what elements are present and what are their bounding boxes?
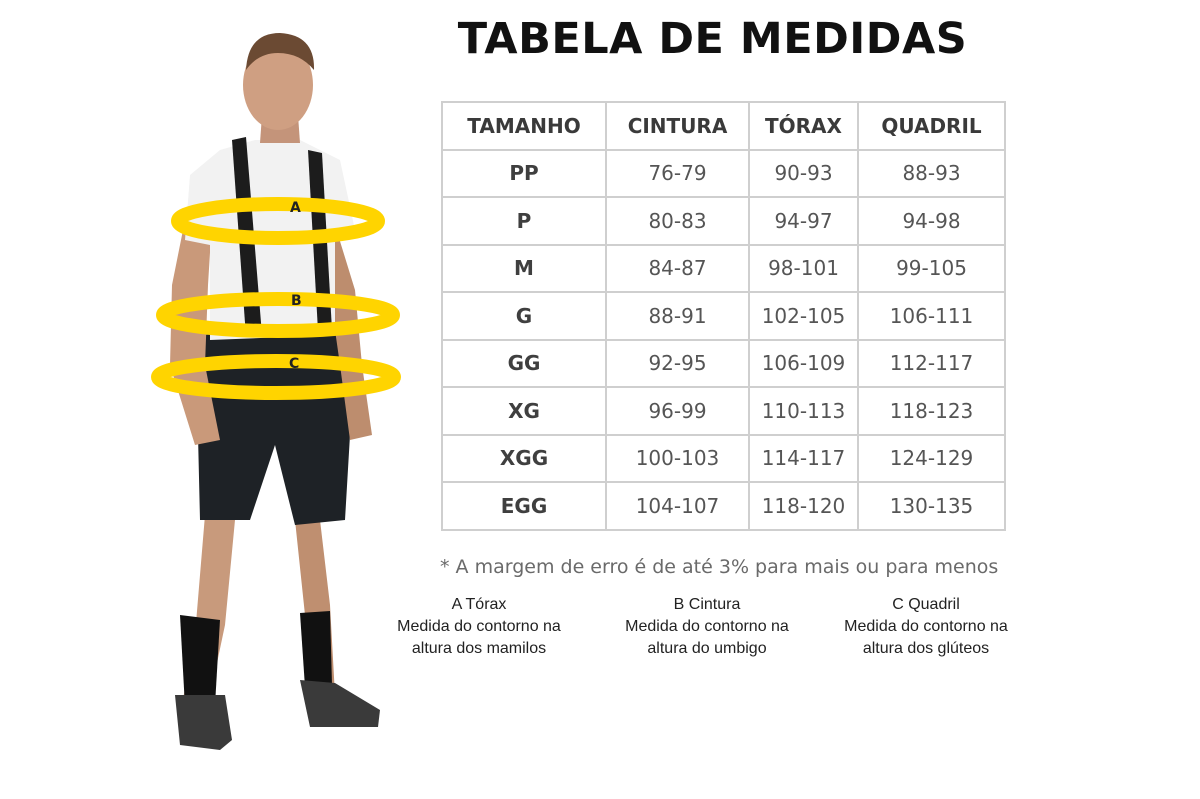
table-row	[442, 340, 1005, 388]
legend-line: Medida do contorno na	[397, 618, 561, 635]
quadril-cell: 99-105	[858, 245, 1005, 293]
torax-cell: 118-120	[749, 482, 858, 530]
legend-line: altura dos glúteos	[862, 640, 990, 657]
table-row	[442, 150, 1005, 198]
band-b-label: B	[291, 293, 302, 309]
table-header-row	[442, 102, 1005, 150]
cintura-cell: 96-99	[606, 387, 749, 435]
header-tamanho: TAMANHO	[442, 102, 606, 150]
cintura-cell: 104-107	[606, 482, 749, 530]
torax-cell: 94-97	[749, 197, 858, 245]
cintura-cell: 84-87	[606, 245, 749, 293]
quadril-cell: 130-135	[858, 482, 1005, 530]
torax-cell: 90-93	[749, 150, 858, 198]
cintura-cell: 88-91	[606, 292, 749, 340]
torax-cell: 106-109	[749, 340, 858, 388]
legend-cintura	[607, 594, 807, 660]
quadril-cell: 88-93	[858, 150, 1005, 198]
size-cell: PP	[442, 150, 606, 198]
left-shoe	[175, 695, 232, 750]
table-row	[442, 197, 1005, 245]
legend-line: altura do umbigo	[647, 640, 767, 657]
table-row	[442, 387, 1005, 435]
right-sock	[300, 611, 332, 687]
table-row	[442, 292, 1005, 340]
header-torax: TÓRAX	[749, 102, 858, 150]
margin-of-error-note: * A margem de erro é de até 3% para mais ou para menos	[440, 556, 999, 578]
legend-torax	[379, 594, 579, 660]
torax-cell: 98-101	[749, 245, 858, 293]
legend-title: B Cintura	[673, 596, 741, 613]
right-shoe	[300, 680, 380, 727]
quadril-cell: 118-123	[858, 387, 1005, 435]
cintura-cell: 76-79	[606, 150, 749, 198]
table-row	[442, 245, 1005, 293]
size-cell: EGG	[442, 482, 606, 530]
cyclist-figure	[150, 15, 410, 785]
legend-line: Medida do contorno na	[844, 618, 1008, 635]
table-row	[442, 435, 1005, 483]
size-cell: M	[442, 245, 606, 293]
header-quadril: QUADRIL	[858, 102, 1005, 150]
band-a-label: A	[290, 200, 301, 216]
cintura-cell: 100-103	[606, 435, 749, 483]
size-table	[441, 101, 1006, 531]
legend-title: C Quadril	[892, 596, 960, 613]
torax-cell: 102-105	[749, 292, 858, 340]
torax-cell: 110-113	[749, 387, 858, 435]
cyclist-illustration	[150, 15, 410, 785]
size-cell: G	[442, 292, 606, 340]
left-sock	[180, 615, 220, 707]
quadril-cell: 112-117	[858, 340, 1005, 388]
quadril-cell: 106-111	[858, 292, 1005, 340]
torax-cell: 114-117	[749, 435, 858, 483]
legend-line: altura dos mamilos	[411, 640, 547, 657]
quadril-cell: 94-98	[858, 197, 1005, 245]
cintura-cell: 92-95	[606, 340, 749, 388]
legend-line: Medida do contorno na	[625, 618, 789, 635]
quadril-cell: 124-129	[858, 435, 1005, 483]
size-cell: P	[442, 197, 606, 245]
header-cintura: CINTURA	[606, 102, 749, 150]
legend-title: A Tórax	[451, 596, 507, 613]
cintura-cell: 80-83	[606, 197, 749, 245]
size-cell: GG	[442, 340, 606, 388]
legend-quadril	[826, 594, 1026, 660]
size-cell: XG	[442, 387, 606, 435]
page-title: TABELA DE MEDIDAS	[457, 14, 968, 64]
size-cell: XGG	[442, 435, 606, 483]
band-c-label: C	[289, 356, 300, 372]
table-row	[442, 482, 1005, 530]
